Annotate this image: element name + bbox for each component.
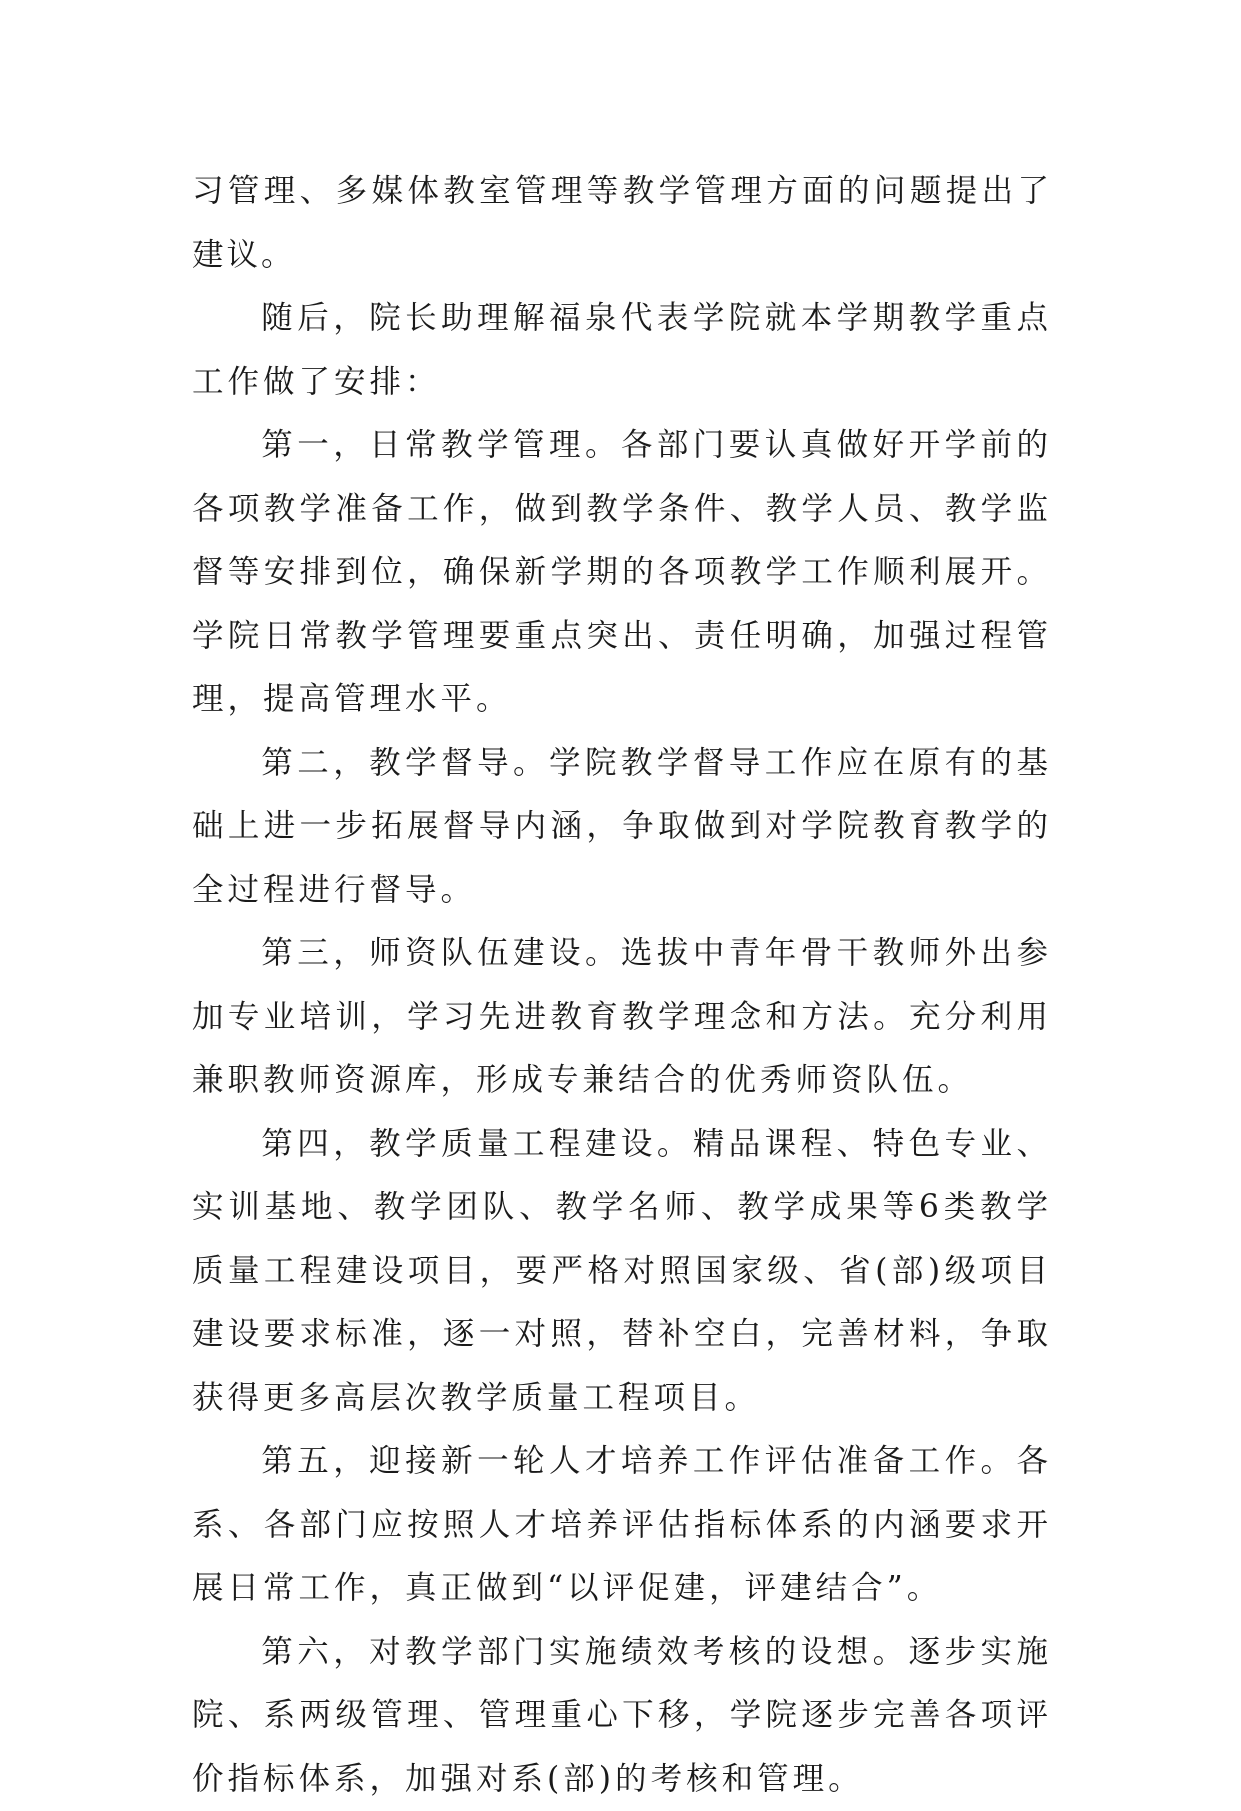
paragraph-item-4: 第四，教学质量工程建设。精品课程、特色专业、实训基地、教学团队、教学名师、教学成果等6类教学质量工程建设项目，要严格对照国家级、省(部)级项目建设要求标准，逐一对照，替补空白，完善材料，争取获得更多高层次教学质量工程项目。	[192, 1113, 1052, 1431]
paragraph-item-3: 第三，师资队伍建设。选拔中青年骨干教师外出参加专业培训，学习先进教育教学理念和方法。充分利用兼职教师资源库，形成专兼结合的优秀师资队伍。	[192, 922, 1052, 1113]
paragraph-item-6: 第六，对教学部门实施绩效考核的设想。逐步实施院、系两级管理、管理重心下移，学院逐步完善各项评价指标体系，加强对系(部)的考核和管理。	[192, 1621, 1052, 1811]
paragraph-item-5: 第五，迎接新一轮人才培养工作评估准备工作。各系、各部门应按照人才培养评估指标体系的内涵要求开展日常工作，真正做到“以评促建，评建结合”。	[192, 1430, 1052, 1621]
paragraph-continuation: 习管理、多媒体教室管理等教学管理方面的问题提出了建议。	[192, 160, 1052, 287]
paragraph-item-1: 第一，日常教学管理。各部门要认真做好开学前的各项教学准备工作，做到教学条件、教学人员、教学监督等安排到位，确保新学期的各项教学工作顺利展开。学院日常教学管理要重点突出、责任明确，加强过程管理，提高管理水平。	[192, 414, 1052, 732]
paragraph-item-2: 第二，教学督导。学院教学督导工作应在原有的基础上进一步拓展督导内涵，争取做到对学院教育教学的全过程进行督导。	[192, 732, 1052, 923]
paragraph-intro: 随后，院长助理解福泉代表学院就本学期教学重点工作做了安排：	[192, 287, 1052, 414]
document-body	[192, 160, 1052, 1811]
